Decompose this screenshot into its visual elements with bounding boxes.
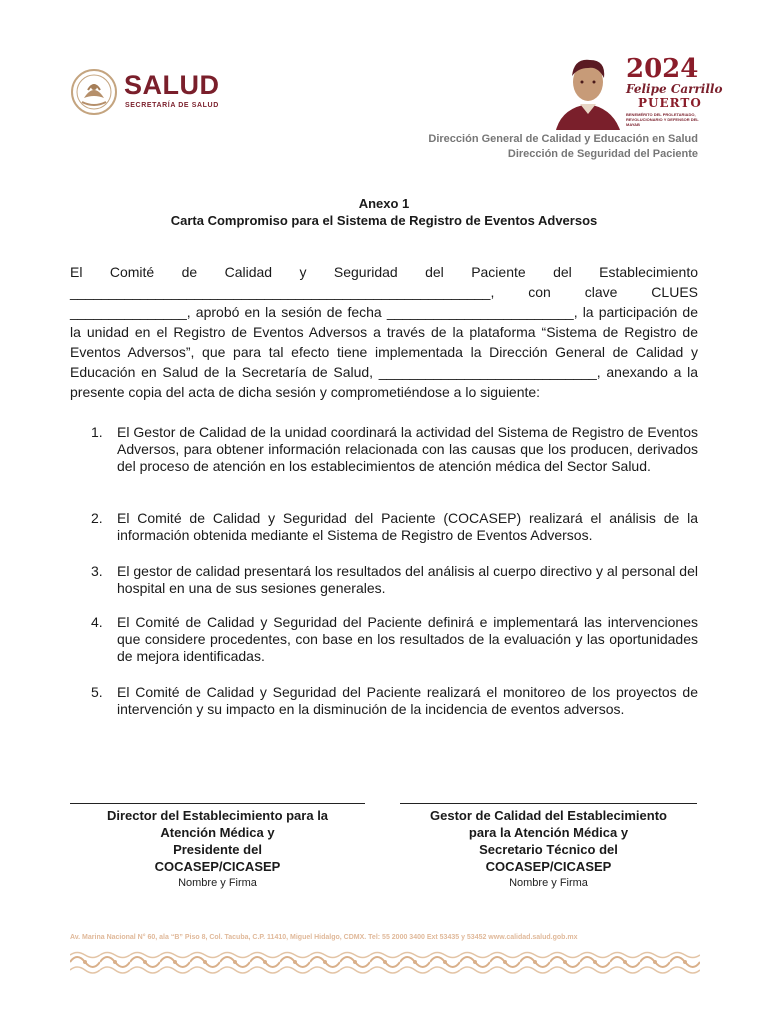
list-item [91,614,698,665]
portrait-icon [552,52,624,132]
signature-title-line2: Atención Médica y [160,825,275,840]
list-item-text: El Gestor de Calidad de la unidad coordinará la actividad del Sistema de Registro de Eventos Adversos, para obtener información relacionada con las causas que los producen, derivados del proceso de atención en los establecimientos de atención médica del Sector Salud. [117,424,698,474]
document-title: Carta Compromiso para el Sistema de Registro de Eventos Adversos [170,213,598,228]
intro-paragraph: El Comité de Calidad y Seguridad del Paciente del Establecimiento ______________________________________________________, con clave CLUES _______________, aprobó en la sesión de fecha ________________________, la participación de la unidad en el Registro de Eventos Adversos a través de la plataforma “Sistema de Registro de Eventos Adversos”, que para tal efecto tiene implementada la Dirección General de Calidad y Educación en Salud de la Secretaría de Salud, ____________________________, anexando a la presente copia del acta de dicha sesión y comprometiéndose a lo siguiente: [70,264,698,400]
decorative-pattern-band [70,950,700,974]
signature-title-line4: COCASEP/CICASEP [485,859,612,874]
list-item [91,510,698,544]
direction-general: Dirección General de Calidad y Educación en Salud [428,133,698,145]
signature-title-line4: COCASEP/CICASEP [154,859,281,874]
felipe-carrillo-puerto-logo [552,52,723,132]
logo-surname: PUERTO [638,96,702,110]
list-item-text: El Comité de Calidad y Seguridad del Paciente realizará el monitoreo de los proyectos de intervención y su impacto en la disminución de la incidencia de eventos adversos. [117,684,698,717]
salud-logo [70,68,230,120]
list-item-number: 5. [91,684,103,700]
list-item-text: El Comité de Calidad y Seguridad del Paciente (COCASEP) realizará el análisis de la información obtenida mediante el Sistema de Registro de Eventos Adversos. [117,510,698,543]
signature-caption: Nombre y Firma [509,877,588,889]
logo-name: Felipe Carrillo [626,82,723,96]
signature-block-director [70,803,365,889]
signature-title-line3: Secretario Técnico del [479,842,618,857]
signature-title-line1: Gestor de Calidad del Establecimiento [430,808,667,823]
signature-line [400,803,697,804]
signature-caption: Nombre y Firma [178,877,257,889]
footer-address: Av. Marina Nacional N° 60, ala “B” Piso 8, Col. Tacuba, C.P. 11410, Miguel Hidalgo, CDMX. Tel: 55 2000 3400 Ext 53435 y 53452 www.calidad.salud.gob.mx [70,934,578,941]
signature-block-quality-manager [400,803,697,889]
list-item [91,424,698,475]
list-item-text: El Comité de Calidad y Seguridad del Paciente definirá e implementará las intervenciones que considere procedentes, con base en los resultados de la evaluación y las oportunidades de mejora identificadas. [117,614,698,664]
list-item [91,684,698,718]
list-item-number: 1. [91,424,103,440]
salud-subtitle: SECRETARÍA DE SALUD [125,102,219,109]
list-item-number: 4. [91,614,103,630]
list-item-text: El gestor de calidad presentará los resultados del análisis al cuerpo directivo y al personal del hospital en una de sus sesiones generales. [117,563,698,596]
logo-year: 2024 [626,54,699,84]
list-item-number: 3. [91,563,103,579]
mexico-seal-icon [70,68,118,116]
signature-title-line2: para la Atención Médica y [468,825,629,840]
salud-brand: SALUD [124,70,220,100]
direction-patient-safety: Dirección de Seguridad del Paciente [507,148,698,160]
signature-title-line1: Director del Establecimiento para la [106,808,329,823]
logo-tagline: BENEMÉRITO DEL PROLETARIADO, REVOLUCIONARIO Y DEFENSOR DEL MAYAB [626,112,699,127]
list-item-number: 2. [91,510,103,526]
list-item [91,563,698,597]
signature-line [70,803,365,804]
signature-title-line3: Presidente del [173,842,262,857]
annex-label: Anexo 1 [358,196,410,211]
